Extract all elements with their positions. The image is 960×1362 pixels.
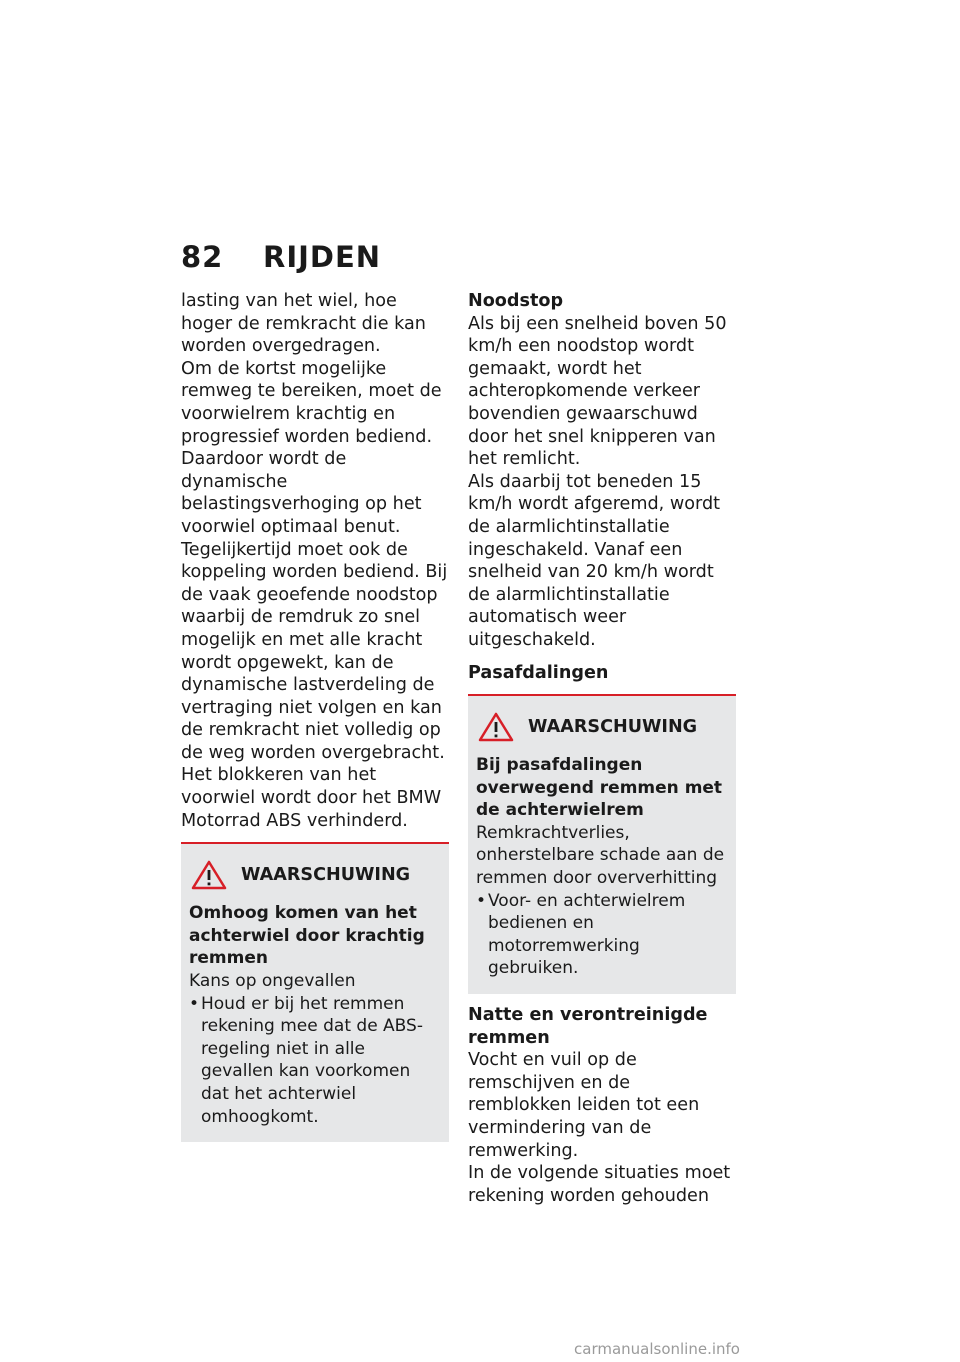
left-column bbox=[181, 290, 449, 1142]
paragraph: lasting van het wiel, hoe hoger de remkracht die kan worden overgedragen. bbox=[181, 291, 426, 357]
warning-triangle-icon bbox=[191, 860, 227, 890]
warning-triangle-icon bbox=[478, 712, 514, 742]
paragraph: Als bij een snelheid boven 50 km/h een noodstop wordt gemaakt, wordt het achteropkomende verkeer bovendien gewaarschuwd door het snel knipperen van het remlicht. bbox=[468, 313, 727, 470]
section-heading: Natte en verontreinigde remmen bbox=[468, 1005, 708, 1048]
warning-title: Omhoog komen van het achterwiel door krachtig remmen bbox=[189, 903, 425, 969]
warning-label: WAARSCHUWING bbox=[528, 717, 698, 738]
bullet-dot: • bbox=[476, 890, 487, 911]
paragraph: Vocht en vuil op de remschijven en de remblokken leiden tot een vermindering van de remwerking. bbox=[468, 1050, 700, 1161]
section-heading: Noodstop bbox=[468, 291, 564, 311]
paragraph: In de volgende situaties moet rekening worden gehouden bbox=[468, 1163, 731, 1206]
section-heading: Pasafdalingen bbox=[468, 662, 609, 683]
paragraph: Het blokkeren van het voorwiel wordt door het BMW Motorrad ABS verhinderd. bbox=[181, 765, 442, 831]
warning-subtitle: Remkrachtverlies, onherstelbare schade aan de remmen door oververhitting bbox=[476, 822, 725, 889]
warning-box bbox=[181, 842, 449, 1142]
bullet-text: Houd er bij het remmen rekening mee dat de ABS-regeling niet in alle gevallen kan voorkomen dat het achterwiel omhoogkomt. bbox=[201, 993, 423, 1127]
right-column bbox=[468, 290, 736, 1207]
warning-subtitle: Kans op ongevallen bbox=[189, 971, 356, 992]
spacer bbox=[468, 994, 736, 1004]
warning-label: WAARSCHUWING bbox=[241, 865, 411, 886]
bullet-dot: • bbox=[189, 993, 200, 1014]
warning-box bbox=[468, 694, 736, 994]
bullet-item bbox=[189, 993, 441, 1129]
bullet-item bbox=[476, 890, 728, 980]
bullet-text: Voor- en achterwielrem bedienen en motorremwerking gebruiken. bbox=[488, 890, 686, 979]
page-header bbox=[181, 240, 381, 274]
warning-header bbox=[476, 710, 728, 744]
watermark: carmanualsonline.info bbox=[574, 1340, 740, 1358]
paragraph: Als daarbij tot beneden 15 km/h wordt afgeremd, wordt de alarmlichtinstallatie ingeschakeld. Vanaf een snelheid van 20 km/h wordt de alarmlichtinstallatie automatisch weer uitgeschakeld. bbox=[468, 471, 721, 650]
spacer bbox=[468, 652, 736, 662]
paragraph: Om de kortst mogelijke remweg te bereiken, moet de voorwielrem krachtig en progressief worden bediend. Daardoor wordt de dynamische belastingsverhoging op het voorwiel optimaal benut. Tegelijkertijd moet ook de koppeling worden bediend. Bij de vaak geoefende noodstop waarbij de remdruk zo snel mogelijk en met alle kracht wordt opgewekt, kan de dynamische lastverdeling de vertraging niet volgen en kan de remkracht niet volledig op de weg worden overgebracht. bbox=[181, 358, 448, 763]
page-number: 82 bbox=[181, 240, 224, 274]
warning-header bbox=[189, 858, 441, 892]
warning-title: Bij pasafdalingen overwegend remmen met de achterwielrem bbox=[476, 755, 723, 821]
chapter-title: RIJDEN bbox=[263, 240, 382, 274]
